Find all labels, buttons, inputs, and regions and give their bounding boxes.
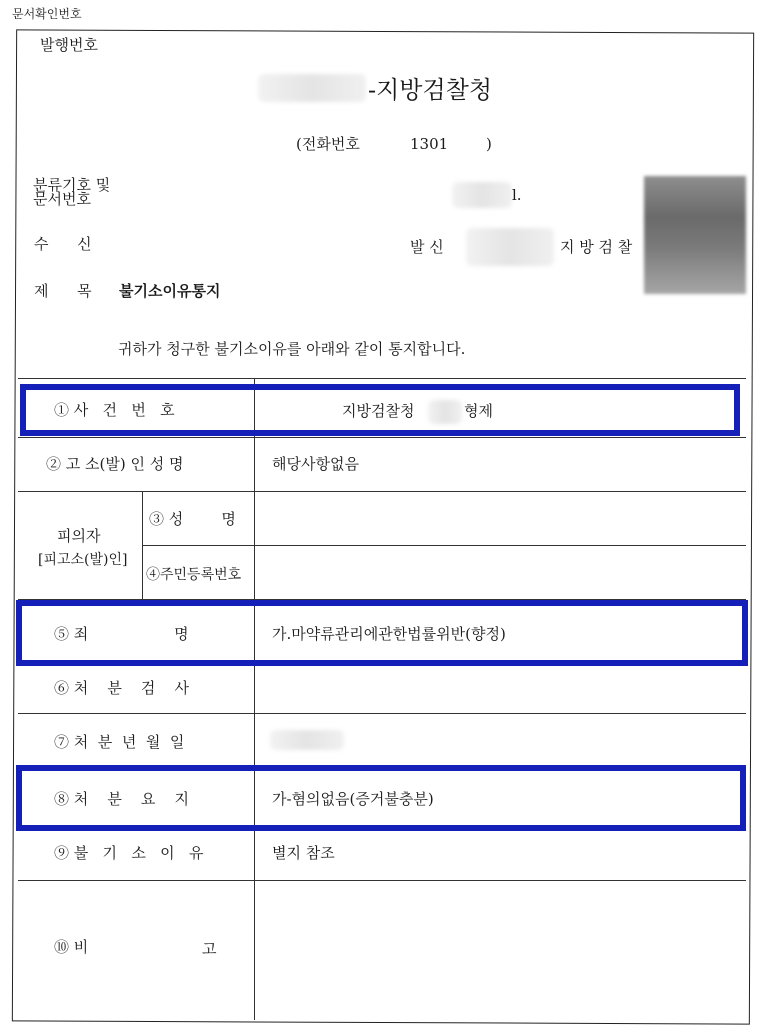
- suspect-group-label-line2: [피고소(발)인]: [38, 552, 128, 568]
- disposition-summary-label: ⑧ 처 분 요 지: [54, 790, 189, 808]
- row-line-9: [18, 880, 746, 881]
- suspect-name-label: ③ 성 명: [149, 510, 236, 528]
- row-line-6: [18, 713, 746, 714]
- phone-close: ): [486, 135, 492, 153]
- sender-value: 지 방 검 찰: [560, 238, 633, 256]
- classification-value: l.: [512, 186, 522, 204]
- case-number-label: ① 사 건 번 호: [54, 401, 175, 419]
- sender-label: 발 신: [410, 238, 444, 256]
- document-frame: [12, 29, 754, 1024]
- recipient-label: 수 신: [34, 235, 92, 253]
- phone-open: (전화번호: [296, 135, 360, 153]
- phone-number: 1301: [410, 135, 449, 153]
- suspect-group-label-line1: 피의자: [57, 527, 101, 545]
- case-number-prefix: 지방검찰청: [342, 402, 415, 420]
- document-verification-label: 문서확인번호: [12, 7, 82, 21]
- classification-label-line1: 분류기호 및: [33, 176, 111, 194]
- office-title: -지방검찰청: [368, 76, 493, 104]
- row-line-2: [18, 491, 746, 492]
- charge-value: 가.마약류관리에관한법률위반(향정): [272, 625, 506, 643]
- reason-value: 별지 참조: [272, 844, 335, 862]
- redacted-sender-name: [466, 228, 554, 266]
- redacted-office-name: [258, 74, 366, 102]
- complainant-value: 해당사항없음: [272, 455, 359, 473]
- case-number-suffix: 형제: [464, 402, 493, 420]
- row-line-1: [18, 437, 746, 438]
- redacted-disposition-date: [270, 730, 344, 750]
- prosecutor-label: ⑥ 처 분 검 사: [54, 679, 189, 697]
- suspect-id-label: ④주민등록번호: [146, 567, 242, 583]
- highlight-case-number: [20, 384, 740, 436]
- subject-value: 불기소이유통지: [119, 282, 221, 300]
- highlight-charge: [16, 600, 748, 666]
- remarks-label-1: ⑩ 비: [54, 938, 89, 956]
- issue-number-label: 발행번호: [40, 36, 98, 54]
- row-line-3: [142, 545, 746, 546]
- remarks-label-2: 고: [202, 940, 217, 958]
- table-top-line: [18, 378, 746, 379]
- suspect-group-divider: [142, 491, 143, 599]
- official-seal: [644, 176, 746, 294]
- classification-label-line2: 문서번호: [33, 190, 91, 208]
- disposition-summary-value: 가-혐의없음(증거불충분): [272, 790, 434, 808]
- label-value-divider: [254, 378, 255, 1020]
- reason-label: ⑨ 불 기 소 이 유: [54, 844, 204, 862]
- highlight-disposition-summary: [16, 765, 746, 831]
- complainant-label: ② 고 소(발) 인 성 명: [46, 455, 184, 473]
- charge-label: ⑤ 죄 명: [54, 625, 189, 643]
- intro-text: 귀하가 청구한 불기소이유를 아래와 같이 통지합니다.: [118, 340, 466, 358]
- subject-label: 제 목: [34, 282, 92, 300]
- redacted-document-number: [452, 182, 512, 208]
- disposition-date-label: ⑦ 처 분 년 월 일: [54, 733, 185, 751]
